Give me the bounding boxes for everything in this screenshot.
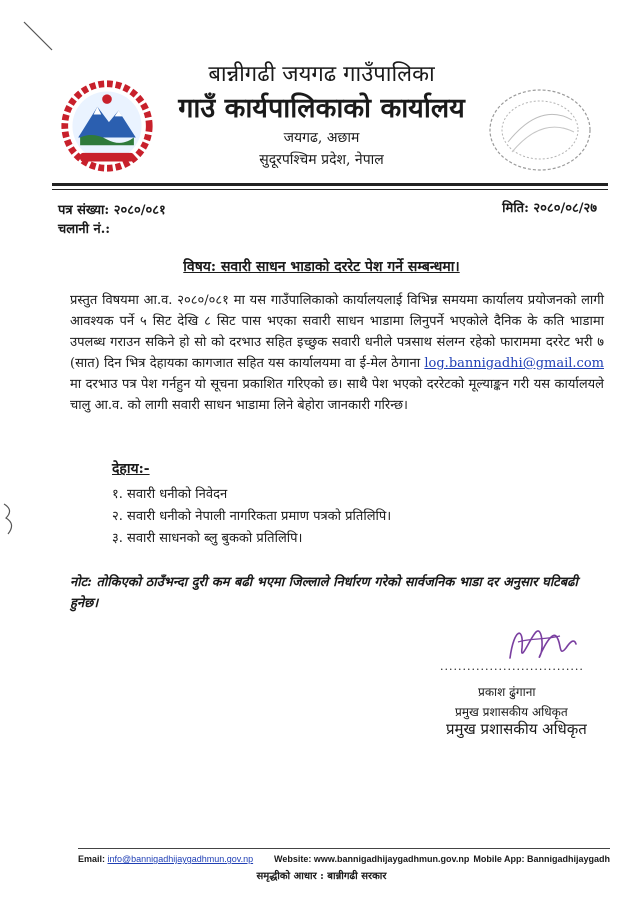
header-rule-thin xyxy=(52,189,608,190)
enclosure-item: ३. सवारी साधनको ब्लु बुकको प्रतिलिपि। xyxy=(112,531,303,546)
dispatch-number: चलानी नं.: xyxy=(58,222,111,237)
office-name: गाउँ कार्यपालिकाको कार्यालय xyxy=(178,93,465,124)
letter-subject xyxy=(0,257,643,276)
reference-number: पत्र संख्या: २०८०/०८१ xyxy=(58,203,166,218)
letter-body-part1: प्रस्तुत विषयमा आ.व. २०८०/०८१ मा यस गाउँपालिकाको कार्यालयलाई विभिन्न समयमा कार्यालय प्रयोजनको लागी आवश्यक पर्ने ५ सिट देखि ८ सिट पास भएका सवारी साधन भाडामा लिनुपर्ने भएकोले दैनिक के कति भाडामा उपलब्ध गराउन सकिने हो सो को दरभाउ सहित इच्छुक सवारी धनीले पत्रसाथ संलग्न रहेको फाराममा दररेट भरी ७ (सात) दिन भित्र देहायका कागजात सहित यस कार्यालयमा वा ई-मेल ठेगाना xyxy=(70,293,604,371)
letter-date: मिति: २०८०/०८/२७ xyxy=(502,201,597,216)
enclosure-title: देहाय:- xyxy=(112,461,150,477)
footer-mobile-app: Mobile App: Bannigadhijaygadh xyxy=(473,854,610,864)
footer-website: Website: www.bannigadhijaygadhmun.gov.np xyxy=(274,854,470,864)
footer-email xyxy=(78,854,253,864)
footer-email-link[interactable]: info@bannigadhijaygadhmun.gov.np xyxy=(107,854,254,864)
margin-scribble xyxy=(0,500,22,540)
office-province: सुदूरपश्चिम प्रदेश, नेपाल xyxy=(259,152,384,168)
letter-body xyxy=(70,290,604,416)
office-stamp xyxy=(478,82,596,178)
enclosure-item: २. सवारी धनीको नेपाली नागरिकता प्रमाण पत्रको प्रतिलिपि। xyxy=(112,509,392,524)
signatory-name: प्रकाश ढुंगाना xyxy=(478,685,536,699)
letter-body-part2: मा दरभाउ पत्र पेश गर्नहुन यो सूचना प्रकाशित गरिएको छ। साथै पेश भएको दररेटको मूल्याङ्कन गरी यस कार्यालयले चालु आ.व. को लागी सवारी साधन भाडामा लिने बेहोरा जानकारी गरिन्छ। xyxy=(70,377,604,413)
signatory-title: प्रमुख प्रशासकीय अधिकृत xyxy=(455,705,568,719)
header-rule-thick xyxy=(52,183,608,186)
note-text: नोट: तोकिएको ठाउँभन्दा दुरी कम बढी भएमा जिल्लाले निर्धारण गरेको सार्वजनिक भाडा दर अनुसार घटिबढी हुनेछ। xyxy=(70,575,578,611)
footer-email-label: Email: xyxy=(78,854,108,864)
signature-line: ................................ xyxy=(440,660,584,673)
email-link[interactable]: log.bannigadhi@gmail.com xyxy=(424,356,604,371)
footer-rule xyxy=(78,848,610,849)
corner-pen-mark xyxy=(20,18,56,54)
enclosure-item: १. सवारी धनीको निवेदन xyxy=(112,487,228,502)
office-location: जयगढ, अछाम xyxy=(283,130,360,146)
municipality-name: बान्नीगढी जयगढ गाउँपालिका xyxy=(208,62,435,87)
signatory-title-stamp: प्रमुख प्रशासकीय अधिकृत xyxy=(446,720,587,738)
footer-motto: समृद्धीको आधार : बान्नीगढी सरकार xyxy=(256,871,387,882)
letter-subject-text: विषय: सवारी साधन भाडाको दररेट पेश गर्ने सम्बन्धमा। xyxy=(183,259,460,275)
